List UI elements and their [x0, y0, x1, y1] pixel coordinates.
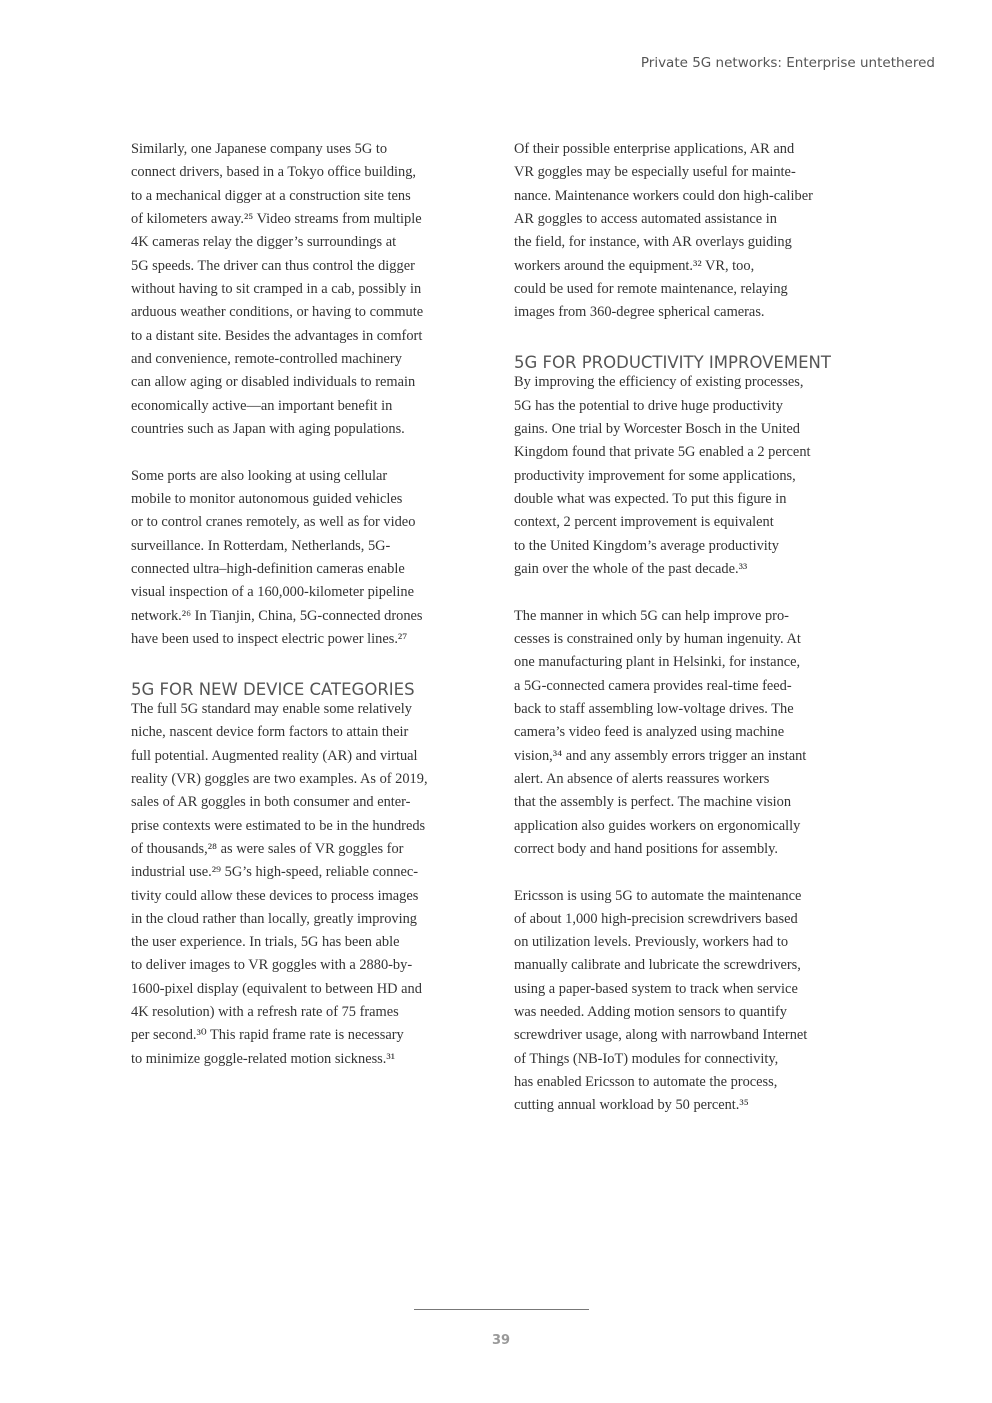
text-line: vision,³⁴ and any assembly errors trigger an instant	[514, 747, 807, 764]
text-line: full potential. Augmented reality (AR) and virtual	[131, 747, 418, 764]
text-line: connect drivers, based in a Tokyo office building,	[131, 164, 417, 181]
text-line: in the cloud rather than locally, greatly improving	[131, 910, 417, 927]
text-line: application also guides workers on ergonomically	[514, 817, 801, 834]
text-line: and convenience, remote-controlled machinery	[131, 350, 402, 367]
text-line: on utilization levels. Previously, workers had to	[514, 934, 789, 951]
text-line: gains. One trial by Worcester Bosch in the United	[514, 420, 800, 437]
paragraph-remote-digger	[131, 138, 481, 441]
text-line: Kingdom found that private 5G enabled a 2 percent	[514, 444, 811, 461]
text-line: to a mechanical digger at a construction site tens	[131, 187, 411, 204]
section-heading-device-categories: 5G FOR NEW DEVICE CATEGORIES	[131, 679, 415, 699]
text-line: could be used for remote maintenance, relaying	[514, 280, 788, 297]
text-line: to the United Kingdom’s average productivity	[514, 537, 779, 554]
text-line: that the assembly is perfect. The machine vision	[514, 794, 792, 811]
text-line: correct body and hand positions for assembly.	[514, 840, 779, 857]
text-line: The full 5G standard may enable some relatively	[131, 700, 412, 717]
text-line: 5G has the potential to drive huge productivity	[514, 397, 783, 414]
text-line: reality (VR) goggles are two examples. As of 2019,	[131, 770, 428, 787]
text-line: one manufacturing plant in Helsinki, for instance,	[514, 654, 801, 671]
text-line: cutting annual workload by 50 percent.³⁵	[514, 1097, 749, 1114]
text-line: economically active—an important benefit in	[131, 397, 393, 414]
text-line: AR goggles to access automated assistance in	[514, 210, 777, 227]
text-line: Similarly, one Japanese company uses 5G to	[131, 141, 388, 157]
section-heading-productivity: 5G FOR PRODUCTIVITY IMPROVEMENT	[514, 352, 831, 372]
text-line: visual inspection of a 160,000-kilometer pipeline	[131, 584, 414, 601]
text-line: tivity could allow these devices to process images	[131, 887, 419, 904]
text-line: industrial use.²⁹ 5G’s high-speed, reliable connec-	[131, 864, 419, 881]
text-line: the user experience. In trials, 5G has been able	[131, 934, 400, 951]
text-line: can allow aging or disabled individuals to remain	[131, 374, 416, 391]
left-column	[131, 138, 481, 1071]
text-line: was needed. Adding motion sensors to quantify	[514, 1004, 787, 1021]
text-line: or to control cranes remotely, as well as for video	[131, 514, 416, 531]
text-line: back to staff assembling low-voltage drives. The	[514, 700, 794, 717]
paragraph-helsinki-plant	[514, 605, 864, 862]
text-line: to deliver images to VR goggles with a 2880-by-	[131, 957, 413, 974]
text-line: sales of AR goggles in both consumer and enter-	[131, 794, 411, 811]
text-line: camera’s video feed is analyzed using machine	[514, 724, 785, 741]
footer-divider	[414, 1309, 589, 1310]
text-line: Some ports are also looking at using cellular	[131, 467, 388, 484]
text-line: network.²⁶ In Tianjin, China, 5G-connected drones	[131, 607, 423, 624]
text-line: mobile to monitor autonomous guided vehicles	[131, 490, 403, 507]
text-line: 4K resolution) with a refresh rate of 75 frames	[131, 1004, 399, 1021]
text-line: niche, nascent device form factors to attain their	[131, 724, 409, 741]
text-line: connected ultra–high-definition cameras enable	[131, 560, 405, 577]
text-line: of thousands,²⁸ as were sales of VR goggles for	[131, 840, 404, 857]
text-line: context, 2 percent improvement is equivalent	[514, 514, 774, 531]
paragraph-ericsson	[514, 885, 864, 1118]
text-line: double what was expected. To put this figure in	[514, 490, 787, 507]
text-line: arduous weather conditions, or having to commute	[131, 304, 424, 321]
text-line: of kilometers away.²⁵ Video streams from multiple	[131, 210, 422, 227]
text-line: alert. An absence of alerts reassures workers	[514, 770, 770, 787]
text-line: prise contexts were estimated to be in the hundreds	[131, 817, 426, 834]
paragraph-maintenance-goggles	[514, 138, 864, 325]
text-line: of Things (NB-IoT) modules for connectivity,	[514, 1050, 779, 1067]
text-line: Of their possible enterprise applications, AR and	[514, 141, 795, 157]
text-line: surveillance. In Rotterdam, Netherlands, 5G-	[131, 537, 391, 554]
text-line: gain over the whole of the past decade.³³	[514, 560, 748, 577]
text-line: have been used to inspect electric power lines.²⁷	[131, 630, 408, 647]
text-line: VR goggles may be especially useful for mainte-	[514, 164, 796, 181]
right-column	[514, 138, 864, 1118]
text-line: cesses is constrained only by human ingenuity. At	[514, 630, 801, 647]
text-line: 5G speeds. The driver can thus control the digger	[131, 257, 415, 274]
text-line: a 5G-connected camera provides real-time feed-	[514, 677, 792, 694]
page-number: 39	[491, 1333, 511, 1348]
text-line: productivity improvement for some applications,	[514, 467, 796, 484]
text-line: countries such as Japan with aging populations.	[131, 420, 405, 437]
text-line: images from 360-degree spherical cameras.	[514, 304, 765, 321]
text-line: per second.³⁰ This rapid frame rate is necessary	[131, 1027, 404, 1044]
running-header: Private 5G networks: Enterprise untethered	[640, 55, 935, 71]
text-line: manually calibrate and lubricate the screwdrivers,	[514, 957, 801, 974]
text-line: By improving the efficiency of existing processes,	[514, 374, 804, 391]
paragraph-ar-vr	[131, 698, 481, 1071]
text-line: without having to sit cramped in a cab, possibly in	[131, 280, 422, 297]
text-line: 4K cameras relay the digger’s surroundings at	[131, 234, 397, 251]
text-line: to minimize goggle-related motion sickness.³¹	[131, 1050, 396, 1067]
text-line: to a distant site. Besides the advantages in comfort	[131, 327, 423, 344]
text-line: 1600-pixel display (equivalent to between HD and	[131, 980, 422, 997]
text-line: workers around the equipment.³² VR, too,	[514, 257, 755, 274]
text-line: has enabled Ericsson to automate the process,	[514, 1074, 778, 1091]
text-line: Ericsson is using 5G to automate the maintenance	[514, 887, 802, 904]
text-line: using a paper-based system to track when service	[514, 980, 798, 997]
text-line: nance. Maintenance workers could don high-caliber	[514, 187, 813, 204]
text-line: of about 1,000 high-precision screwdrivers based	[514, 910, 798, 927]
text-line: the field, for instance, with AR overlays guiding	[514, 234, 792, 251]
paragraph-productivity	[514, 371, 864, 581]
paragraph-ports	[131, 465, 481, 652]
text-line: screwdriver usage, along with narrowband Internet	[514, 1027, 808, 1044]
text-line: The manner in which 5G can help improve pro-	[514, 607, 789, 624]
